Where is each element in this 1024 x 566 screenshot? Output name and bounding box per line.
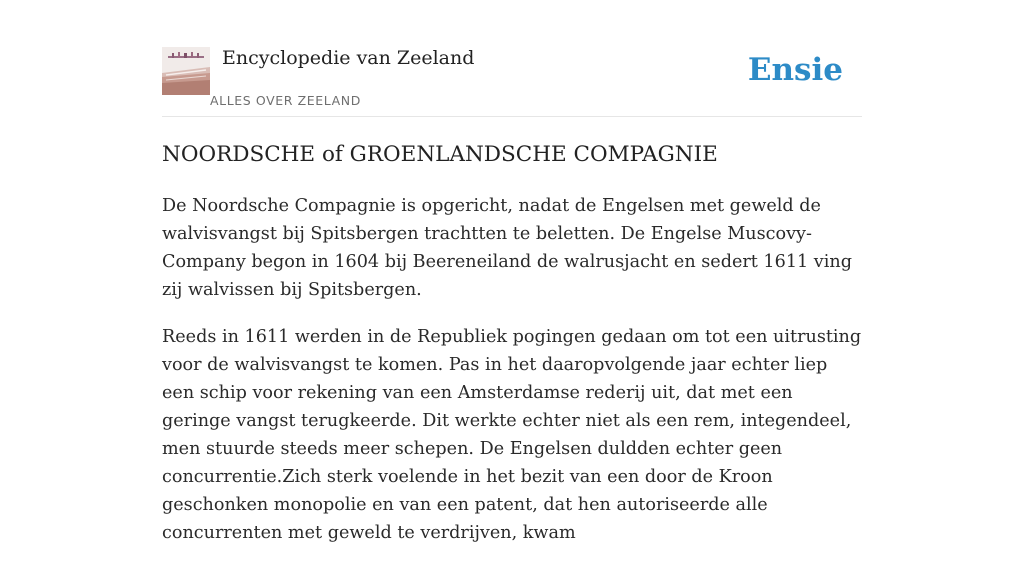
site-subtitle: ALLES OVER ZEELAND <box>210 93 361 108</box>
brand-logo[interactable]: Ensie <box>747 52 843 88</box>
article-body <box>162 192 862 566</box>
book-avatar-icon[interactable] <box>162 47 210 95</box>
site-header <box>162 0 862 117</box>
book-avatar-graphic <box>162 47 210 95</box>
article-paragraph: Reeds in 1611 werden in de Republiek pogingen gedaan om tot een uitrusting voor de walvisvangst te komen. Pas in het daaropvolgende jaar echter liep een schip voor rekening van een Amsterdamse rederij uit, dat met een geringe vangst terugkeerde. Dit werkte echter niet als een rem, integendeel, men stuurde steeds meer schepen. De Engelsen duldden echter geen concurrentie.Zich sterk voelende in het bezit van een door de Kroon geschonken monopolie en van een patent, dat hen autoriseerde alle concurrenten met geweld te verdrijven, kwam <box>162 327 862 543</box>
article-title: NOORDSCHE of GROENLANDSCHE COMPAGNIE <box>162 142 718 167</box>
article-paragraph: De Noordsche Compagnie is opgericht, nadat de Engelsen met geweld de walvisvangst bij Spitsbergen trachtten te beletten. De Engelse Muscovy-Company begon in 1604 bij Beereneiland de walrusjacht en sedert 1611 ving zij walvissen bij Spitsbergen. <box>162 196 852 300</box>
site-title[interactable]: Encyclopedie van Zeeland <box>222 47 475 69</box>
